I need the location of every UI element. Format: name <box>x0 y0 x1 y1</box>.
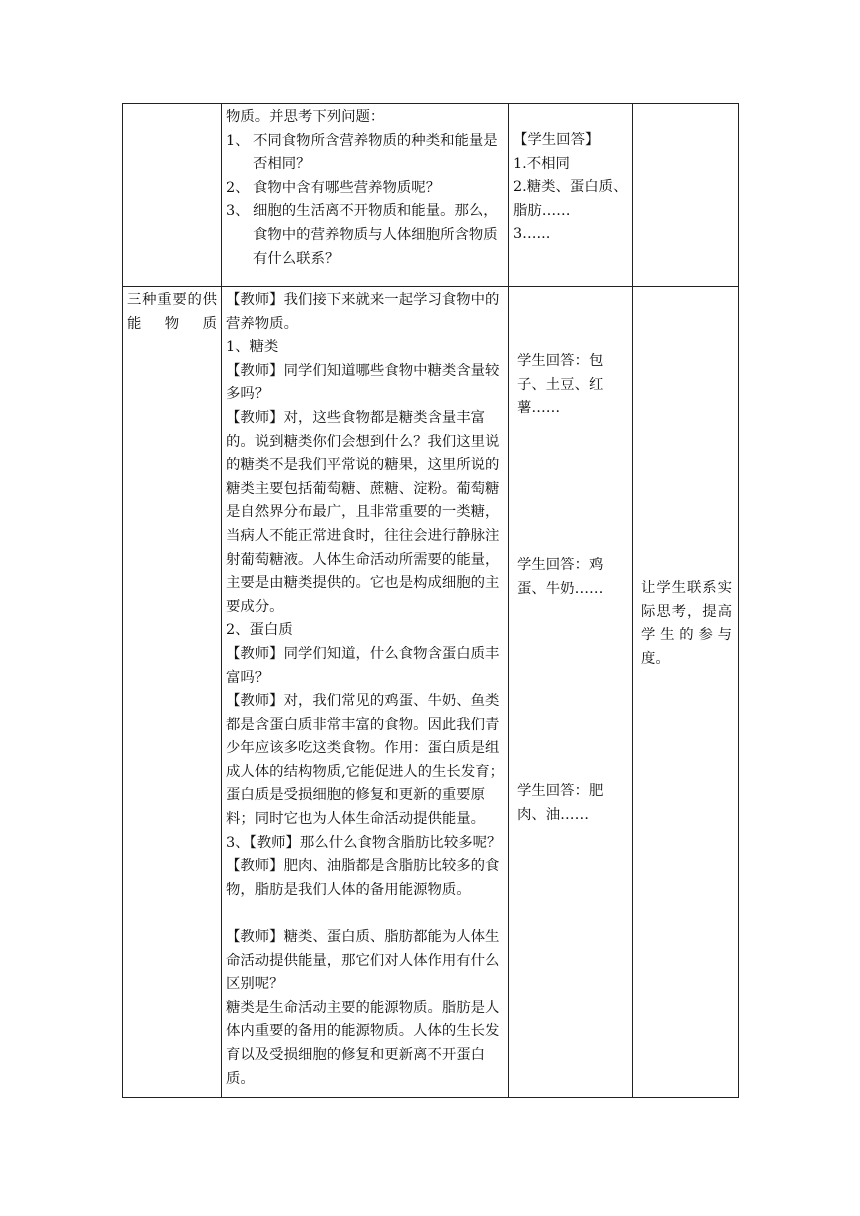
topic-text: 三种重要的供能物质 <box>127 292 217 332</box>
intro-text: 物质。并思考下列问题： <box>226 109 385 125</box>
intent-cell <box>633 287 739 1098</box>
question-item <box>226 200 504 271</box>
teacher-text: 【教师】同学们知道哪些食物中糖类含量较多吗？ <box>226 362 500 403</box>
section-heading: 2、蛋白质 <box>226 622 293 639</box>
question-text: 细胞的生活离不开物质和能量。那么，食物中的营养物质与人体细胞所含物质有什么联系？ <box>253 203 498 267</box>
summary-text: 糖类是生命活动主要的能源物质。脂肪是人体内重要的备用的能源物质。人体的生长发育以及受损细胞的修复和更新离不开蛋白质。 <box>226 999 500 1087</box>
intent-cell <box>633 104 739 287</box>
student-answer: 学生回答：包子、土豆、红薯…… <box>517 353 604 417</box>
question-text: 食物中含有哪些营养物质呢？ <box>253 179 441 196</box>
question-number: 3、 <box>226 203 250 220</box>
question-item <box>226 130 504 177</box>
table-row <box>123 287 739 1098</box>
teacher-text: 【教师】对，我们常见的鸡蛋、牛奶、鱼类都是含蛋白质非常丰富的食物。因此我们青少年应该多吃这类食物。作用：蛋白质是组成人体的结构物质,它能促进人的生长发育；蛋白质是受损细胞的修复和更新的重要原料；同时它也为人体生命活动提供能量。 <box>226 693 504 828</box>
intent-text: 让学生联系实际思考，提高学生的参与度。 <box>641 580 732 667</box>
section-heading: 1、糖类 <box>226 339 279 356</box>
lesson-plan-table <box>122 103 739 1098</box>
question-text: 不同食物所含营养物质的种类和能量是否相同？ <box>253 132 498 173</box>
activity-cell <box>222 287 509 1098</box>
table-row <box>123 104 739 287</box>
student-cell <box>509 287 633 1098</box>
teacher-text: 【教师】我们接下来就来一起学习食物中的营养物质。 <box>226 292 500 332</box>
question-number: 1、 <box>226 132 250 149</box>
teacher-text: 3、【教师】那么什么食物含脂肪比较多呢？ <box>226 834 502 851</box>
student-cell <box>509 104 633 287</box>
teacher-text: 【教师】对，这些食物都是糖类含量丰富的。说到糖类你们会想到什么？我们这里说的糖类不是我们平常说的糖果，这里所说的糖类主要包括葡萄糖、蔗糖、淀粉。葡萄糖是自然界分布最广，且非常重要的一类糖，当病人不能正常进食时，往往会进行静脉注射葡萄糖液。人体生命活动所需要的能量，主要是由糖类提供的。它也是构成细胞的主要成分。 <box>226 409 500 615</box>
answer-item: 1.不相同 <box>513 155 570 172</box>
answer-title: 【学生回答】 <box>513 132 600 148</box>
topic-cell <box>123 104 222 287</box>
activity-cell <box>222 104 509 287</box>
blank-line <box>226 902 504 926</box>
student-answer: 学生回答：肥肉、油…… <box>517 783 604 823</box>
answer-item: 3…... <box>513 226 551 243</box>
teacher-text: 【教师】肥肉、油脂都是含脂肪比较多的食物，脂肪是我们人体的备用能源物质。 <box>226 858 500 898</box>
question-number: 2、 <box>226 179 250 196</box>
topic-cell <box>123 287 222 1098</box>
teacher-text: 【教师】同学们知道，什么食物含蛋白质丰富吗？ <box>226 645 500 686</box>
student-answer: 学生回答：鸡蛋、牛奶…… <box>517 557 604 597</box>
teacher-text: 【教师】糖类、蛋白质、脂肪都能为人体生命活动提供能量，那它们对人体作用有什么区别呢？ <box>226 929 500 993</box>
question-item <box>226 177 504 201</box>
answer-item: 2.糖类、蛋白质、脂肪…… <box>513 179 628 219</box>
